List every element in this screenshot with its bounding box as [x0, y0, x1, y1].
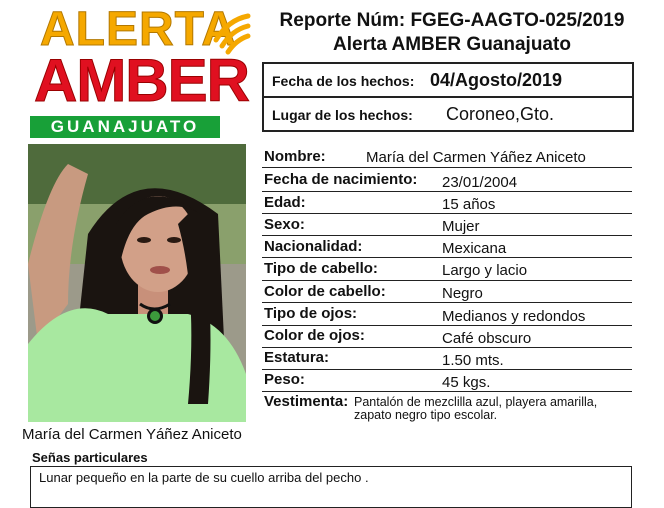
eye-type-label: Tipo de ojos:	[264, 305, 358, 322]
weight-value: 45 kgs.	[442, 374, 491, 391]
missing-person-photo	[28, 144, 246, 422]
logo-amber-text: AMBER	[34, 47, 249, 114]
report-subtitle: Alerta AMBER Guanajuato	[333, 34, 571, 55]
logo-alerta-text: ALERTA	[40, 3, 238, 56]
row-divider	[262, 191, 632, 192]
fact-place-label: Lugar de los hechos:	[272, 107, 413, 123]
row-divider	[262, 302, 632, 303]
eye-color-value: Café obscuro	[442, 330, 532, 347]
row-divider	[262, 325, 632, 326]
marks-text: Lunar pequeño en la parte de su cuello arriba del pecho .	[39, 470, 369, 485]
height-label: Estatura:	[264, 349, 330, 366]
logo-guanajuato-band: GUANAJUATO	[30, 116, 220, 138]
name-value: María del Carmen Yáñez Aniceto	[366, 149, 586, 166]
row-divider	[262, 347, 632, 348]
fact-date-label: Fecha de los hechos:	[272, 73, 415, 89]
nationality-label: Nacionalidad:	[264, 238, 363, 255]
age-label: Edad:	[264, 194, 306, 211]
name-label: Nombre:	[264, 148, 326, 165]
row-divider	[262, 213, 632, 214]
hair-color-value: Negro	[442, 285, 483, 302]
sex-label: Sexo:	[264, 216, 305, 233]
fact-place-value: Coroneo,Gto.	[446, 104, 555, 124]
facts-divider	[264, 96, 632, 98]
sex-value: Mujer	[442, 218, 480, 235]
row-divider	[262, 257, 632, 258]
clothes-value: Pantalón de mezclilla azul, playera amarilla, zapato negro tipo escolar.	[354, 395, 598, 422]
row-divider	[262, 235, 632, 236]
marks-box	[30, 466, 632, 508]
alerta-amber-logo	[30, 3, 250, 136]
fact-date-value: 04/Agosto/2019	[430, 70, 563, 90]
facts-box	[262, 62, 634, 132]
age-value: 15 años	[442, 196, 496, 213]
hair-type-value: Largo y lacio	[442, 262, 528, 279]
hair-type-label: Tipo de cabello:	[264, 260, 378, 277]
weight-label: Peso:	[264, 371, 305, 388]
row-divider	[262, 280, 632, 281]
birth-label: Fecha de nacimiento:	[264, 171, 418, 188]
row-divider	[262, 167, 632, 168]
row-divider	[262, 369, 632, 370]
hair-color-label: Color de cabello:	[264, 283, 386, 300]
marks-title: Señas particulares	[32, 450, 148, 465]
photo-caption: María del Carmen Yáñez Aniceto	[22, 426, 242, 443]
row-divider	[262, 391, 632, 392]
eye-color-label: Color de ojos:	[264, 327, 365, 344]
birth-value: 23/01/2004	[442, 174, 518, 191]
eye-type-value: Medianos y redondos	[442, 308, 586, 325]
height-value: 1.50 mts.	[442, 352, 504, 369]
nationality-value: Mexicana	[442, 240, 507, 257]
report-number: Reporte Núm: FGEG-AAGTO-025/2019	[279, 10, 625, 31]
clothes-label: Vestimenta:	[264, 393, 349, 410]
